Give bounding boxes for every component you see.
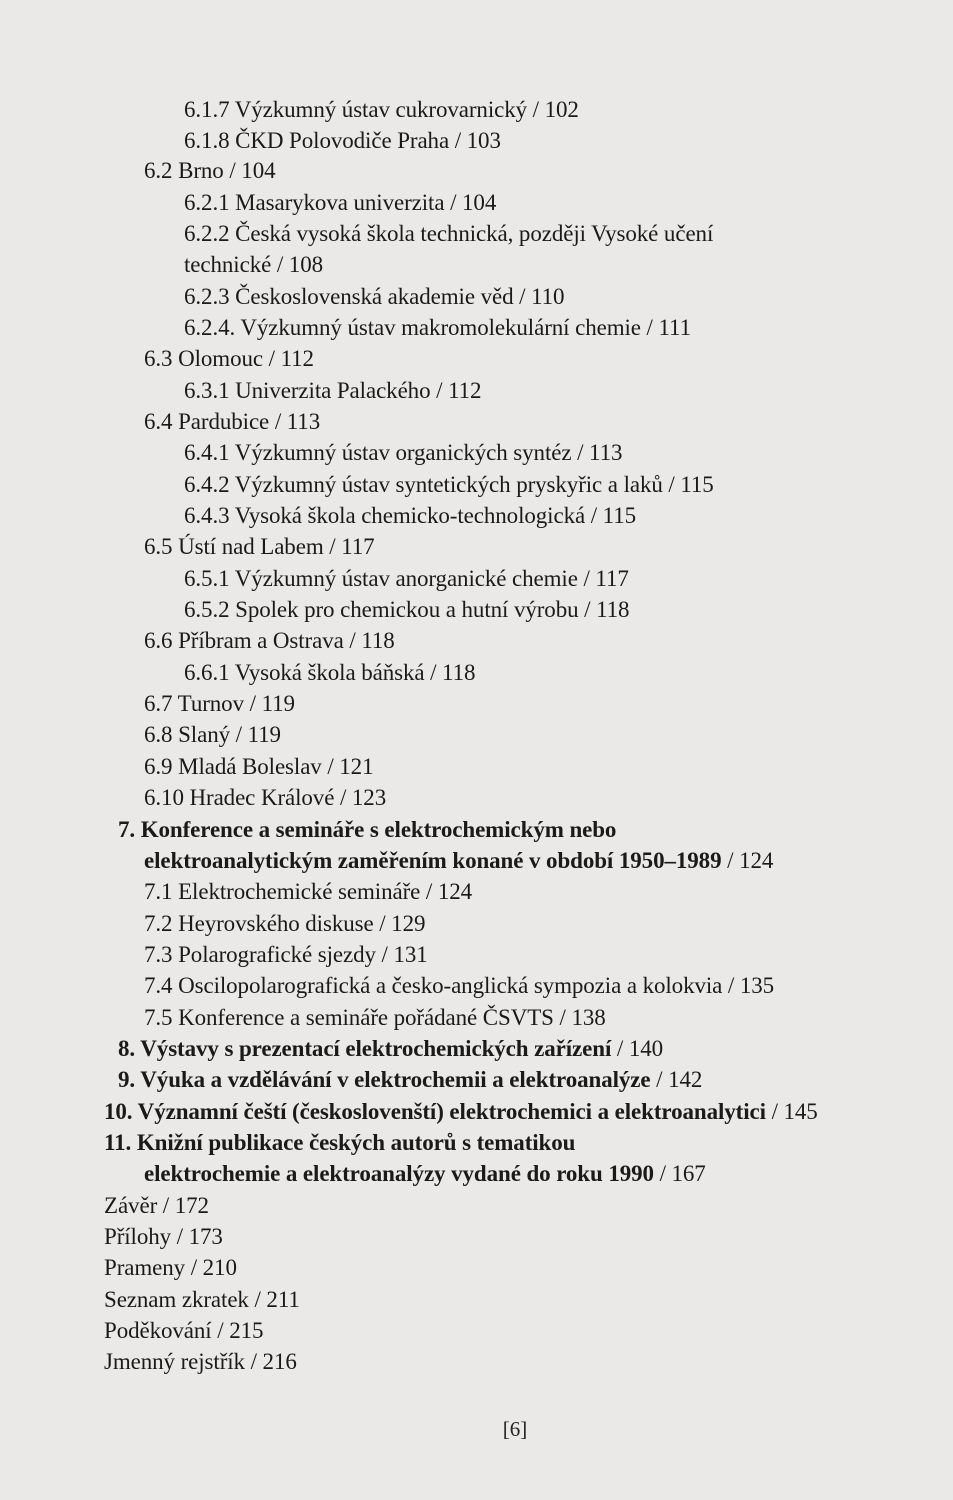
toc-entry: 7.3 Polarografické sjezdy / 131 (144, 942, 428, 967)
toc-entry: 6.1.8 ČKD Polovodiče Praha / 103 (184, 128, 501, 153)
page-number: [6] (502, 1417, 528, 1441)
toc-entry: Jmenný rejstřík / 216 (104, 1349, 297, 1374)
toc-chapter: 10. Významní čeští (českoslovenští) elektrochemici a elektroanalytici / 145 (104, 1099, 818, 1124)
toc-chapter: elektrochemie a elektroanalýzy vydané do roku 1990 / 167 (144, 1161, 706, 1186)
toc-entry: 6.3 Olomouc / 112 (144, 346, 314, 371)
toc-entry: Přílohy / 173 (104, 1224, 223, 1249)
toc-entry: 6.9 Mladá Boleslav / 121 (144, 754, 374, 779)
toc-entry: Prameny / 210 (104, 1255, 237, 1280)
toc-entry: 6.6.1 Vysoká škola báňská / 118 (184, 660, 476, 685)
toc-entry: Závěr / 172 (104, 1193, 209, 1218)
toc-entry: 7.2 Heyrovského diskuse / 129 (144, 911, 426, 936)
toc-entry: 6.5.1 Výzkumný ústav anorganické chemie / 117 (184, 566, 629, 591)
toc-chapter: elektroanalytickým zaměřením konané v období 1950–1989 / 124 (144, 848, 774, 873)
toc-entry: 7.4 Oscilopolarografická a česko-anglická sympozia a kolokvia / 135 (144, 973, 775, 998)
toc-entry: 6.6 Příbram a Ostrava / 118 (144, 628, 395, 653)
toc-chapter: 7. Konference a semináře s elektrochemickým nebo (118, 817, 617, 842)
toc-entry: 7.1 Elektrochemické semináře / 124 (144, 879, 473, 904)
toc-entry: 6.5.2 Spolek pro chemickou a hutní výrobu / 118 (184, 597, 630, 622)
toc-entry: 6.10 Hradec Králové / 123 (144, 785, 387, 810)
toc-entry: 6.2.2 Česká vysoká škola technická, později Vysoké učení (184, 221, 714, 246)
toc-entry: 6.7 Turnov / 119 (144, 691, 295, 716)
toc-entry: 6.2.1 Masarykova univerzita / 104 (184, 190, 497, 215)
toc-entry: 6.4 Pardubice / 113 (144, 409, 321, 434)
toc-chapter: 9. Výuka a vzdělávání v elektrochemii a elektroanalýze / 142 (118, 1067, 703, 1092)
toc-entry: 6.2 Brno / 104 (144, 158, 276, 183)
toc-entry: technické / 108 (184, 252, 324, 277)
toc-entry: 6.8 Slaný / 119 (144, 722, 281, 747)
toc-entry: 6.2.3 Československá akademie věd / 110 (184, 284, 565, 309)
toc-entry: 6.4.3 Vysoká škola chemicko-technologická / 115 (184, 503, 637, 528)
toc-chapter: 8. Výstavy s prezentací elektrochemických zařízení / 140 (118, 1036, 664, 1061)
toc-entry: 6.4.2 Výzkumný ústav syntetických pryskyřic a laků / 115 (184, 472, 714, 497)
toc-entry: Seznam zkratek / 211 (104, 1287, 300, 1312)
toc-entry: 6.5 Ústí nad Labem / 117 (144, 534, 375, 559)
toc-entry: Poděkování / 215 (104, 1318, 264, 1343)
toc-entry: 6.4.1 Výzkumný ústav organických syntéz / 113 (184, 440, 623, 465)
toc-entry: 7.5 Konference a semináře pořádané ČSVTS / 138 (144, 1005, 606, 1030)
toc-chapter: 11. Knižní publikace českých autorů s tematikou (104, 1130, 576, 1155)
toc-entry: 6.1.7 Výzkumný ústav cukrovarnický / 102 (184, 97, 579, 122)
toc-entry: 6.2.4. Výzkumný ústav makromolekulární chemie / 111 (184, 315, 691, 340)
toc-entry: 6.3.1 Univerzita Palackého / 112 (184, 378, 482, 403)
